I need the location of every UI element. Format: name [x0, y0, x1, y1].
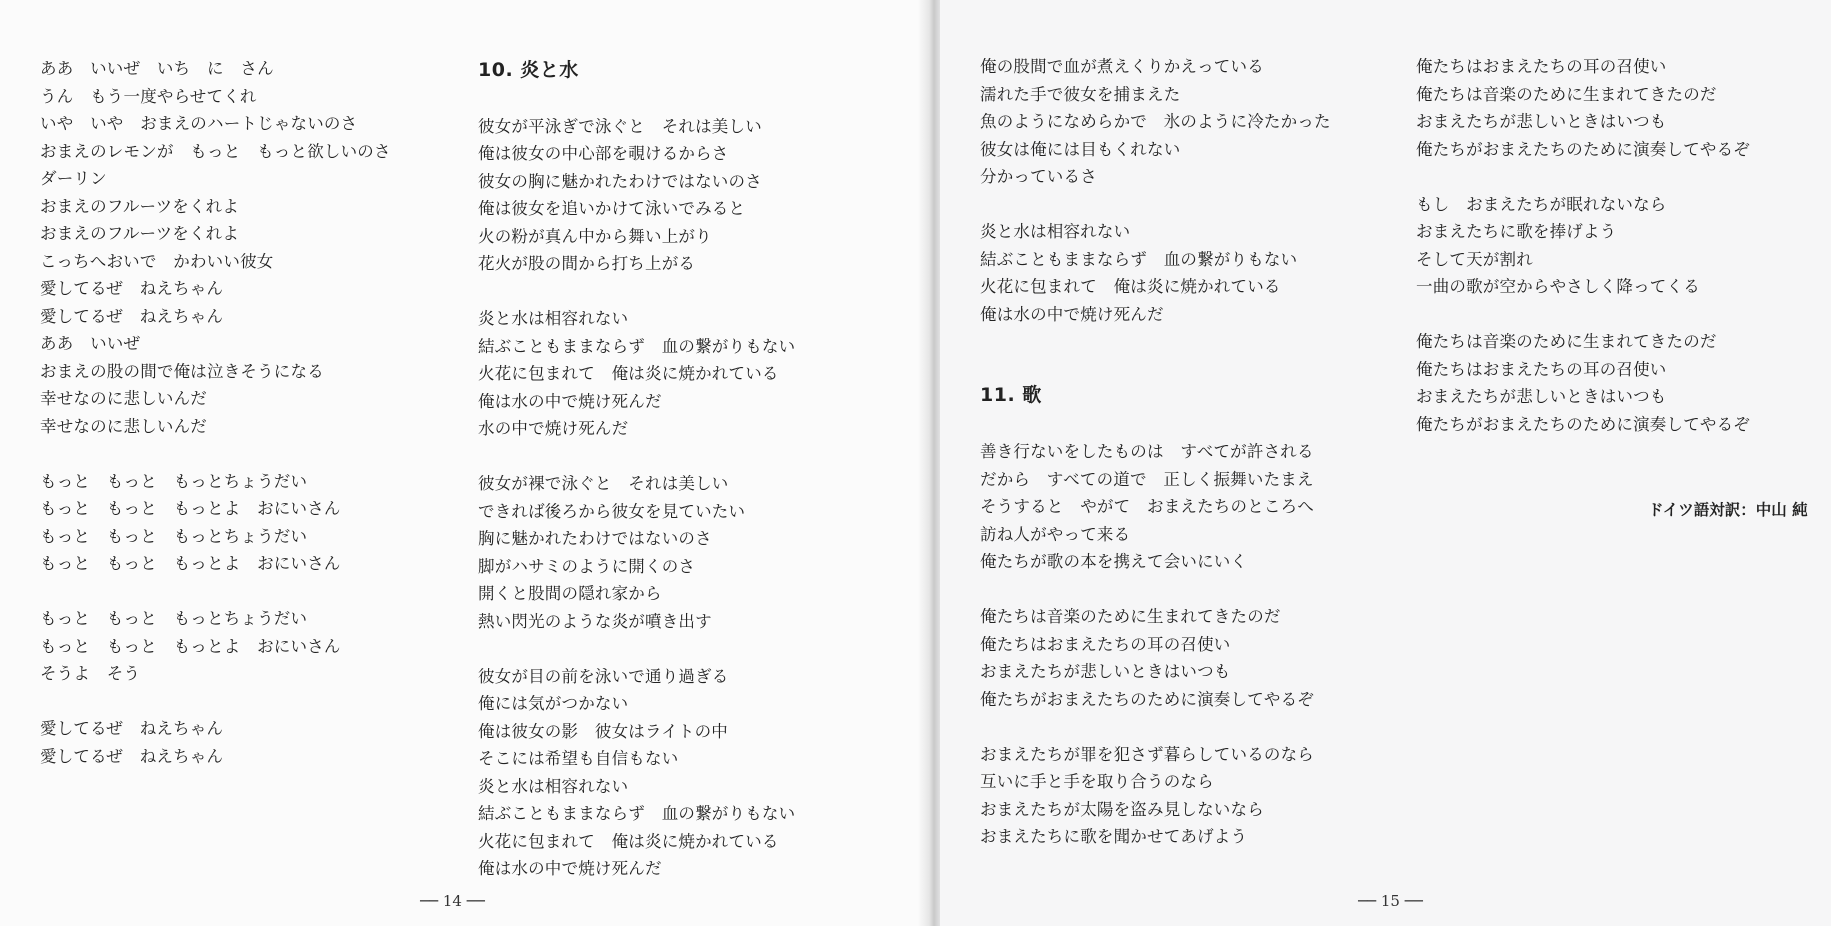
- lyric-line: 彼女が目の前を泳いで通り過ぎる: [478, 666, 729, 686]
- lyric-line: 火花に包まれて 俺は炎に焼かれている: [478, 831, 779, 851]
- lyric-line: もし おまえたちが眠れないなら: [1416, 194, 1667, 214]
- lyric-line: 彼女の胸に魅かれたわけではないのさ: [478, 171, 762, 191]
- lyric-line: もっと もっと もっとよ おにいさん: [40, 499, 341, 518]
- stanza-break: [478, 85, 795, 113]
- lyric-line: もっと もっと もっとちょうだい: [40, 526, 308, 546]
- song-10-title: 10. 炎と水: [478, 59, 579, 81]
- lyric-line: おまえのフルーツをくれよ: [40, 224, 240, 243]
- lyric-line: 魚のようになめらかで 氷のように冷たかった: [980, 112, 1331, 131]
- lyric-line: いや いや おまえのハートじゃないのさ: [40, 114, 358, 133]
- stanza-break: [478, 635, 795, 663]
- lyric-line: 互いに手と手を取り合うのなら: [980, 772, 1214, 791]
- lyric-line: 彼女が平泳ぎで泳ぐと それは美しい: [478, 116, 762, 136]
- stanza-break: [980, 713, 1314, 741]
- left-lyrics-column: [40, 55, 391, 770]
- lyric-line: もっと もっと もっとよ おにいさん: [40, 554, 341, 573]
- lyric-line: 結ぶこともままならず 血の繋がりもない: [478, 804, 796, 823]
- lyric-line: そして天が割れ: [1416, 249, 1533, 269]
- lyric-line: 一曲の歌が空からやさしく降ってくる: [1416, 277, 1700, 296]
- lyric-line: 俺は彼女の影 彼女はライトの中: [478, 721, 729, 741]
- translation-credit: ドイツ語対訳：中山 純: [1648, 501, 1808, 519]
- page-number-14: ── 14 ──: [420, 892, 485, 910]
- lyric-line: 胸に魅かれたわけではないのさ: [478, 529, 712, 548]
- lyric-line: 火花に包まれて 俺は炎に焼かれている: [980, 277, 1281, 296]
- lyric-line: 俺たちは音楽のために生まれてきたのだ: [980, 607, 1281, 626]
- lyric-line: 俺は水の中で焼け死んだ: [980, 304, 1164, 324]
- lyric-line: おまえたちが太陽を盗み見しないなら: [980, 799, 1264, 819]
- stanza-break: [1416, 301, 1750, 329]
- lyric-line: そこには希望も自信もない: [478, 749, 679, 768]
- lyric-line: そうよ そう: [40, 664, 141, 683]
- lyric-line: おまえたちが罪を犯さず暮らしているのなら: [980, 744, 1314, 764]
- stanza-break: [40, 440, 391, 468]
- lyric-line: 火花に包まれて 俺は炎に焼かれている: [478, 364, 779, 383]
- lyric-line: 俺たちがおまえたちのために演奏してやるぞ: [1416, 414, 1750, 434]
- lyric-line: 炎と水は相容れない: [478, 776, 629, 796]
- lyric-line: 俺には気がつかない: [478, 694, 629, 713]
- lyric-line: 俺は彼女を追いかけて泳いでみると: [478, 199, 746, 218]
- lyric-line: 俺は彼女の中心部を覗けるからさ: [478, 144, 729, 163]
- lyric-line: おまえたちが悲しいときはいつも: [980, 662, 1231, 681]
- right-page: [940, 0, 1831, 926]
- lyric-line: おまえたちが悲しいときはいつも: [1416, 387, 1667, 406]
- page-number-15: ── 15 ──: [1358, 892, 1423, 910]
- lyric-line: 彼女は俺には目もくれない: [980, 139, 1181, 159]
- lyric-line: 火の粉が真ん中から舞い上がり: [478, 226, 712, 246]
- lyric-line: 分かっているさ: [980, 167, 1097, 186]
- lyric-line: 水の中で焼け死んだ: [478, 419, 629, 438]
- lyric-line: 善き行ないをしたものは すべてが許される: [980, 442, 1314, 461]
- lyric-line: おまえたちに歌を聞かせてあげよう: [980, 827, 1248, 846]
- lyric-line: おまえの股の間で俺は泣きそうになる: [40, 361, 324, 381]
- lyric-line: 俺たちは音楽のために生まれてきたのだ: [1416, 332, 1717, 351]
- lyric-line: 炎と水は相容れない: [980, 222, 1131, 241]
- lyric-line: 愛してるぜ ねえちゃん: [40, 719, 224, 738]
- lyric-line: おまえのレモンが もっと もっと欲しいのさ: [40, 141, 391, 161]
- lyric-line: おまえたちに歌を捧げよう: [1416, 222, 1617, 241]
- lyric-line: そうすると やがて おまえたちのところへ: [980, 497, 1314, 516]
- lyric-line: 俺たちは音楽のために生まれてきたのだ: [1416, 84, 1717, 104]
- lyric-line: 彼女が裸で泳ぐと それは美しい: [478, 474, 729, 493]
- lyric-line: 愛してるぜ ねえちゃん: [40, 306, 224, 326]
- lyric-line: もっと もっと もっとよ おにいさん: [40, 636, 341, 656]
- lyric-line: だから すべての道で 正しく振舞いたまえ: [980, 469, 1314, 489]
- stanza-break: [980, 576, 1314, 604]
- lyric-line: 俺たちはおまえたちの耳の召使い: [980, 634, 1231, 654]
- lyric-line: 幸せなのに悲しいんだ: [40, 416, 207, 436]
- lyric-line: ああ いいぜ いち に さん: [40, 59, 274, 78]
- lyric-line: 開くと股間の隠れ家から: [478, 584, 662, 603]
- song-11-title: 11. 歌: [980, 384, 1042, 406]
- lyric-line: 炎と水は相容れない: [478, 309, 629, 328]
- lyric-line: 愛してるぜ ねえちゃん: [40, 746, 224, 766]
- song-10-lyrics-column: [478, 85, 795, 883]
- lyric-line: 俺は水の中で焼け死んだ: [478, 859, 662, 878]
- lyric-line: ダーリン: [40, 169, 107, 188]
- lyric-line: 俺たちが歌の本を携えて会いにいく: [980, 552, 1248, 571]
- stanza-break: [980, 191, 1331, 219]
- lyric-line: 濡れた手で彼女を捕まえた: [980, 84, 1181, 104]
- lyric-line: おまえたちが悲しいときはいつも: [1416, 112, 1667, 131]
- lyric-line: こっちへおいで かわいい彼女: [40, 251, 274, 271]
- lyric-line: 訪ね人がやって来る: [980, 524, 1131, 544]
- lyric-line: 俺は水の中で焼け死んだ: [478, 391, 662, 411]
- stanza-break: [40, 578, 391, 606]
- lyric-line: 愛してるぜ ねえちゃん: [40, 279, 224, 298]
- stanza-break: [1416, 163, 1750, 191]
- song-10-lyrics-continued: [980, 53, 1331, 328]
- lyric-line: 俺たちがおまえたちのために演奏してやるぞ: [980, 689, 1314, 709]
- lyric-line: うん もう一度やらせてくれ: [40, 86, 257, 106]
- lyric-line: もっと もっと もっとちょうだい: [40, 609, 308, 628]
- song-11-lyrics-column: [980, 438, 1314, 851]
- lyric-line: 幸せなのに悲しいんだ: [40, 389, 207, 408]
- stanza-break: [478, 443, 795, 471]
- stanza-break: [40, 688, 391, 716]
- lyric-line: できれば後ろから彼女を見ていたい: [478, 501, 746, 521]
- lyric-line: 俺たちはおまえたちの耳の召使い: [1416, 359, 1667, 379]
- lyric-line: 結ぶこともままならず 血の繋がりもない: [980, 249, 1298, 269]
- lyric-line: 熱い閃光のような炎が噴き出す: [478, 611, 712, 631]
- lyric-line: おまえのフルーツをくれよ: [40, 196, 240, 216]
- lyric-line: 花火が股の間から打ち上がる: [478, 254, 696, 273]
- lyric-line: もっと もっと もっとちょうだい: [40, 471, 308, 491]
- lyric-line: 脚がハサミのように開くのさ: [478, 556, 696, 576]
- song-11-lyrics-continued: [1416, 53, 1750, 438]
- lyric-line: 結ぶこともままならず 血の繋がりもない: [478, 336, 796, 356]
- stanza-break: [478, 278, 795, 306]
- lyric-line: 俺たちはおまえたちの耳の召使い: [1416, 57, 1667, 76]
- lyric-line: 俺の股間で血が煮えくりかえっている: [980, 57, 1264, 76]
- lyric-line: ああ いいぜ: [40, 334, 141, 353]
- lyric-line: 俺たちがおまえたちのために演奏してやるぞ: [1416, 139, 1750, 159]
